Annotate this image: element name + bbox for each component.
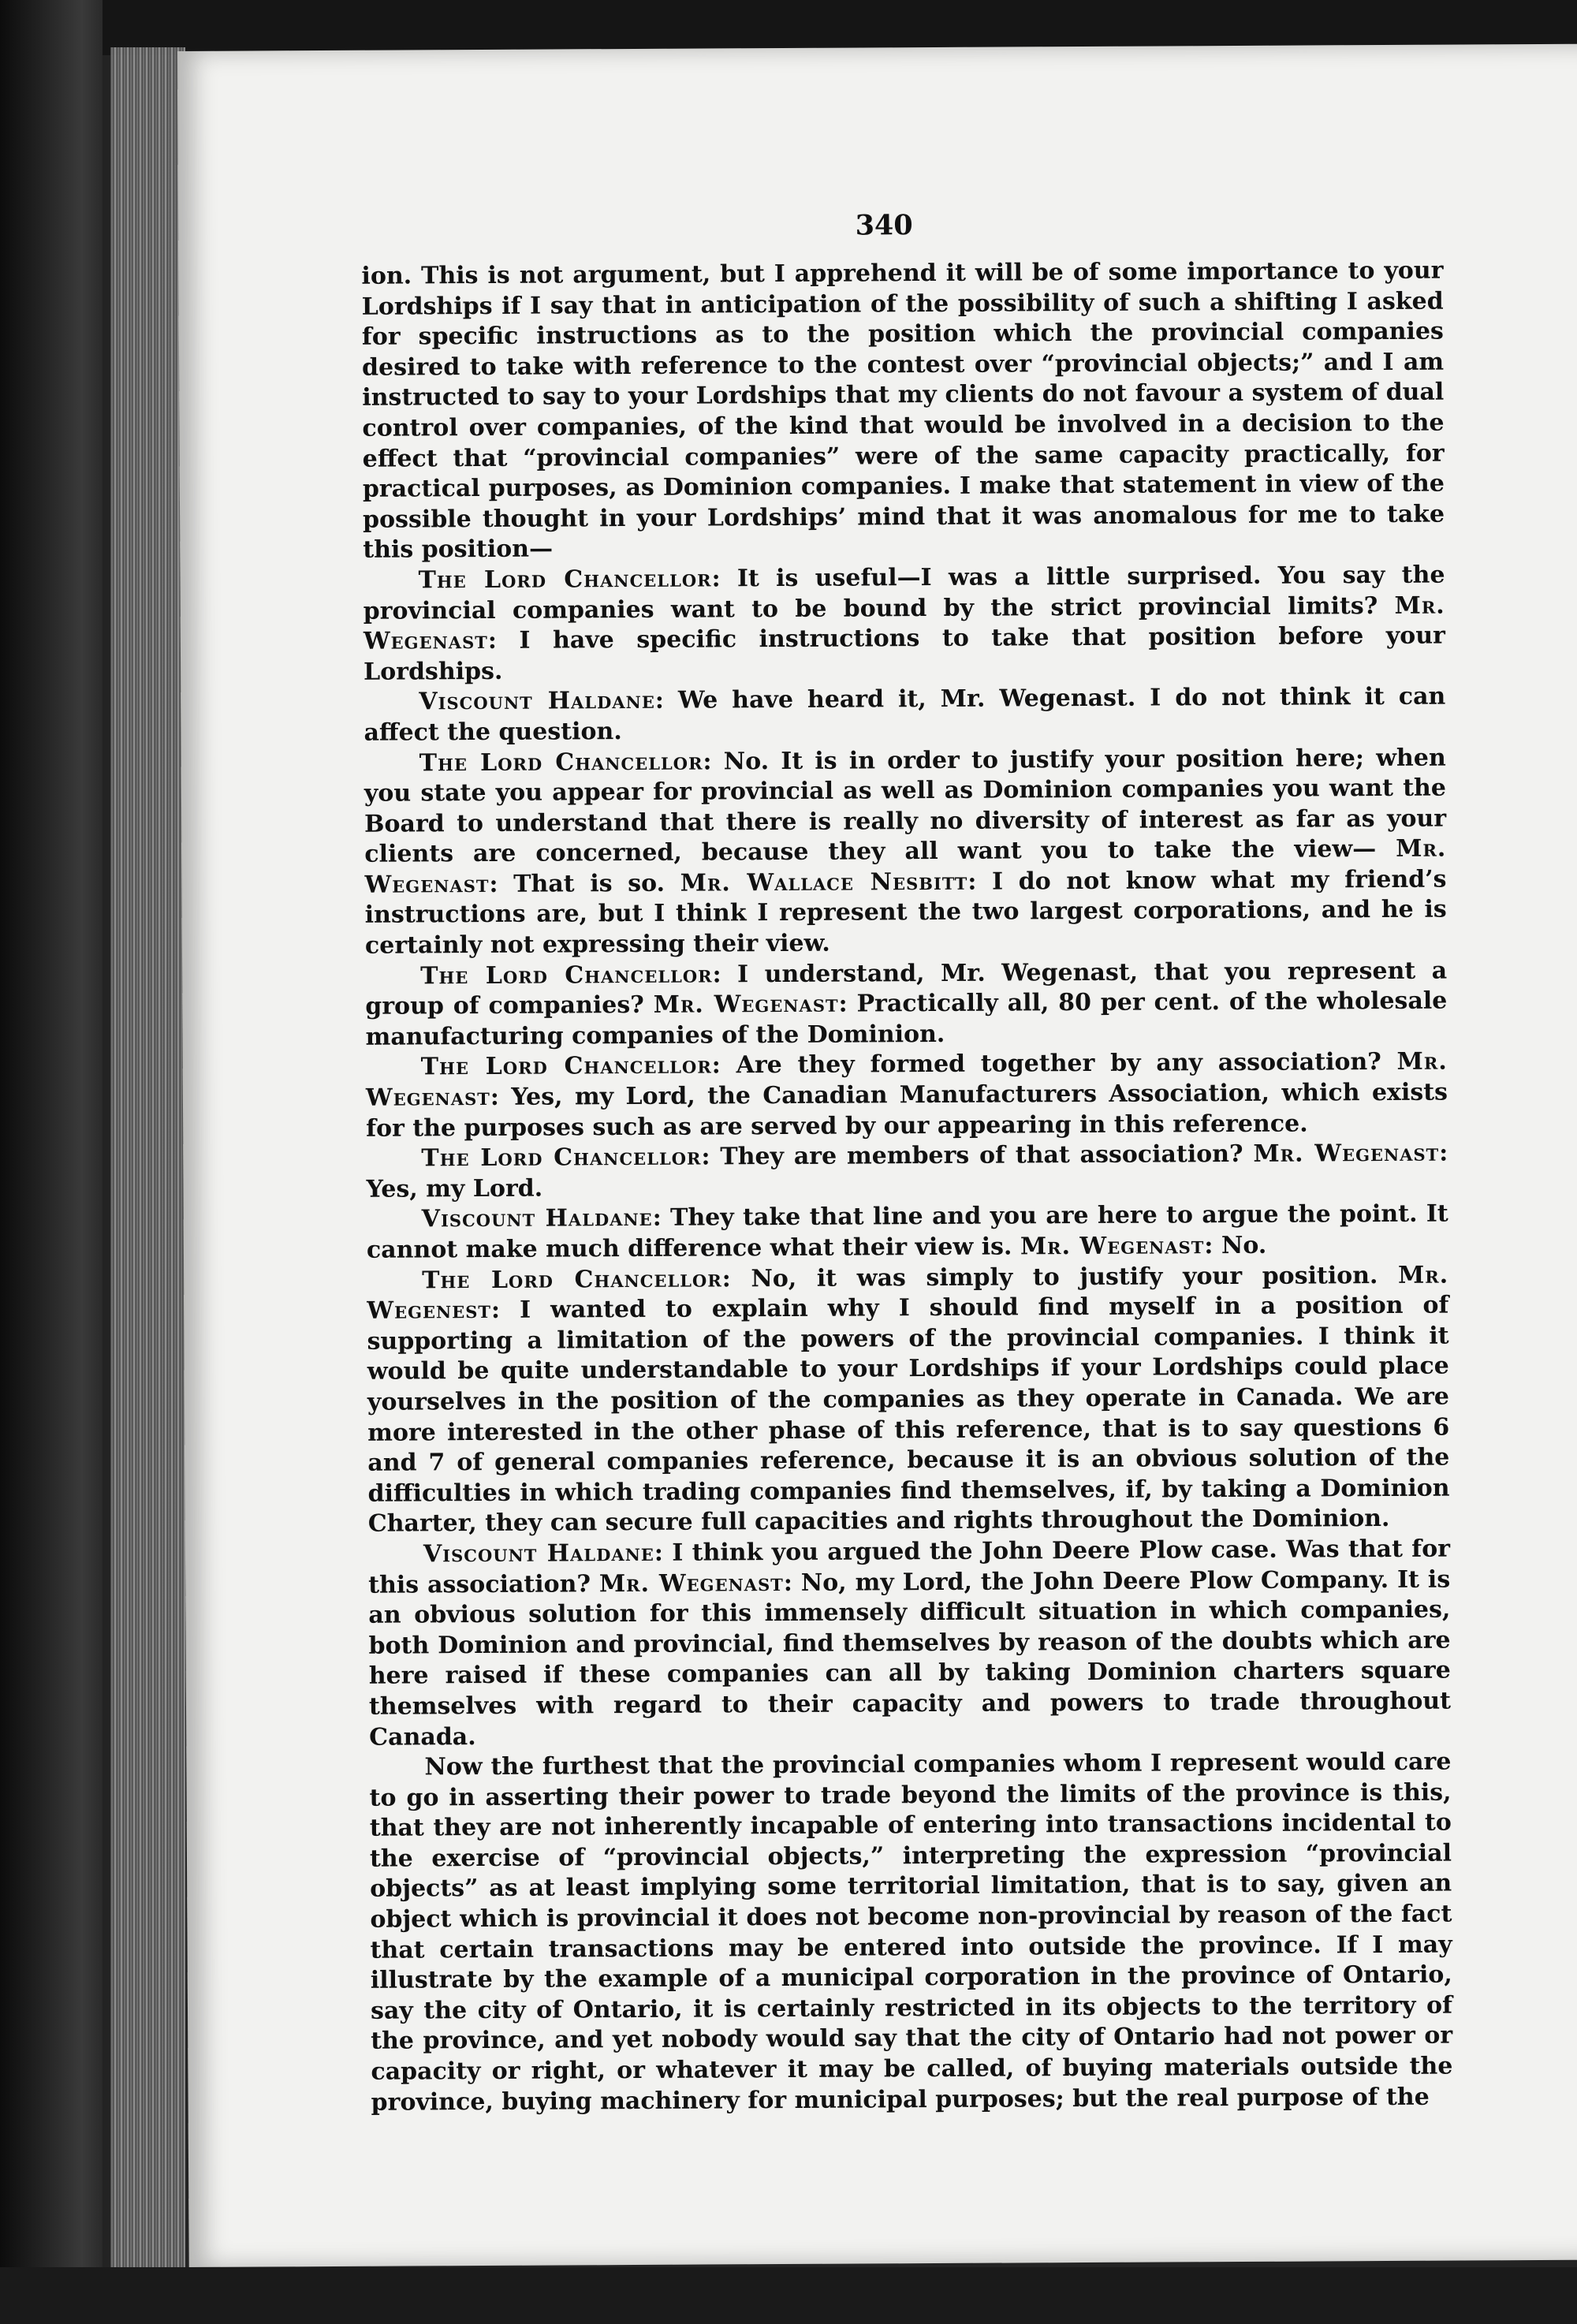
speaker-name: Viscount Haldane	[419, 687, 655, 716]
paragraph	[364, 743, 1447, 961]
paragraph	[367, 1199, 1448, 1266]
speaker-name: Viscount Haldane	[421, 1204, 653, 1233]
paragraph	[366, 1047, 1448, 1144]
speaker-name: Mr. Wegenast	[1253, 1139, 1440, 1169]
paragraph-text: : I think you argued the John Deere Plow case. Was that for this association?	[368, 1535, 1451, 1599]
speaker-name: Mr. Wegenast	[364, 834, 1447, 899]
speaker-name: The Lord Chancellor	[419, 748, 703, 777]
speaker-name: Viscount Haldane	[423, 1539, 654, 1569]
paragraph-text: : That is so.	[489, 869, 680, 898]
body-text	[361, 256, 1452, 2118]
paragraph-text: : No, my Lord, the John Deere Plow Company. It is an obvious solution for this immensely difficult situation in which companies, both Dominion and provincial, find themselves by reason of the doubts which are here raised if these companies can all by taking Dominion charters square themselves with regard to their capacity and powers to trade throughout Canada.	[368, 1565, 1452, 1751]
speaker-name: Mr. Wegenast	[365, 1048, 1448, 1112]
paragraph-text: : No.	[1204, 1231, 1267, 1260]
speaker-name: The Lord Chancellor	[420, 961, 713, 990]
scan-bottom-border	[0, 2267, 1577, 2324]
speaker-name: Mr. Wegenast	[363, 591, 1445, 655]
paragraph-text: : No. It is in order to justify your position here; when you state you appear for provincial as well as Dominion companies you want the Board to understand that there is really no diversity of interest as far as your clients are concerned, because they all want you to take the view—	[363, 744, 1447, 869]
paragraph-text: : I have specific instructions to take that position before your Lordships.	[363, 621, 1445, 686]
paragraph	[365, 956, 1448, 1053]
page-edges-gutter	[110, 47, 185, 2279]
book-page	[177, 44, 1577, 2267]
paragraph-text: : They are members of that association?	[701, 1140, 1254, 1171]
paragraph	[363, 682, 1445, 748]
paragraph	[363, 561, 1445, 688]
speaker-name: The Lord Chancellor	[418, 565, 712, 595]
speaker-name: Mr. Wegenast	[653, 990, 839, 1020]
paragraph-text: : Yes, my Lord, the Canadian Manufacturers Association, which exists for the purposes such as are served by our appearing in this reference.	[366, 1078, 1448, 1143]
paragraph-text: ion. This is not argument, but I apprehend it will be of some importance to your Lordships if I say that in anticipation of the possibility of such a shifting I asked for specific instructions as to the position which the provincial companies desired to take with reference to the contest over “provincial objects;” and I am instructed to say to your Lordships that my clients do not favour a system of dual control over companies, of the kind that would be involved in a decision to the effect that “provincial companies” were of the same capacity practically, for practical purposes, as Dominion companies. I make that statement in view of the possible thought in your Lordships’ mind that it was anomalous for me to take this position—	[361, 256, 1445, 565]
speaker-name: The Lord Chancellor	[421, 1143, 702, 1173]
paragraph	[361, 256, 1445, 566]
speaker-name: Mr. Wegenast	[1020, 1232, 1205, 1261]
paragraph-text: Now the furthest that the provincial companies whom I represent would care to go in asserting their power to trade beyond the limits of the province is this, that they are not inherently incapable of entering into transactions incidental to the exercise of “provincial objects,” interpreting the expression “provincial objects” as at least implying some territorial limitation, that is to say, given an object which is provincial it does not become non-provincial by reason of the fact that certain transactions may be entered into outside the province. If I may illustrate by the example of a municipal corporation in the province of Ontario, say the city of Ontario, it is certainly restricted in its objects to the territory of the province, and yet nobody would say that the city of Ontario had not power or capacity or right, or whatever it may be called, of buying materials outside the province, buying machinery for municipal purposes; but the real purpose of the	[369, 1748, 1453, 2117]
paragraph-text: : It is useful—I was a little surprised. You say the provincial companies want to be bound by the strict provincial limits?	[363, 561, 1445, 625]
speaker-name: The Lord Chancellor	[420, 1051, 712, 1081]
page-number: 340	[855, 209, 913, 242]
speaker-name: Mr. Wallace Nesbitt	[680, 867, 968, 897]
paragraph-text: : We have heard it, Mr. Wegenast. I do not think it can affect the question.	[363, 682, 1446, 747]
paragraph-text: : Practically all, 80 per cent. of the wholesale manufacturing companies of the Dominion.	[365, 987, 1448, 1051]
paragraph	[366, 1139, 1448, 1205]
paragraph-text: : No, it was simply to justify your position.	[721, 1261, 1399, 1293]
paragraph	[368, 1535, 1451, 1753]
paragraph-text: : They take that line and you are here to argue the point. It cannot make much difference what their view is.	[366, 1199, 1448, 1264]
speaker-name: Mr. Wegenast	[598, 1569, 784, 1598]
paragraph	[369, 1748, 1452, 2118]
paragraph	[367, 1260, 1450, 1540]
speaker-name: The Lord Chancellor	[422, 1264, 722, 1294]
paragraph-text: : Yes, my Lord.	[366, 1139, 1448, 1203]
speaker-name: Mr. Wegenest	[367, 1261, 1449, 1325]
paragraph-text: : I understand, Mr. Wegenast, that you represent a group of companies?	[365, 957, 1448, 1021]
book-spine-shadow	[0, 0, 103, 2324]
paragraph-text: : Are they formed together by any association?	[711, 1048, 1397, 1080]
paragraph-text: : I do not know what my friend’s instructions are, but I think I represent the two largest corporations, and he is certainly not expressing their view.	[364, 865, 1447, 960]
paragraph-text: : I wanted to explain why I should find myself in a position of supporting a limitation of the powers of the provincial companies. I think it would be quite understandable to your Lordships if your Lordships could place yourselves in the position of the companies as they operate in Canada. We are more interested in the other phase of this reference, that is to say questions 6 and 7 of general companies reference, because it is an obvious solution of the difficulties in which trading companies find themselves, if, by taking a Dominion Charter, they can secure full capacities and rights throughout the Dominion.	[367, 1291, 1450, 1539]
